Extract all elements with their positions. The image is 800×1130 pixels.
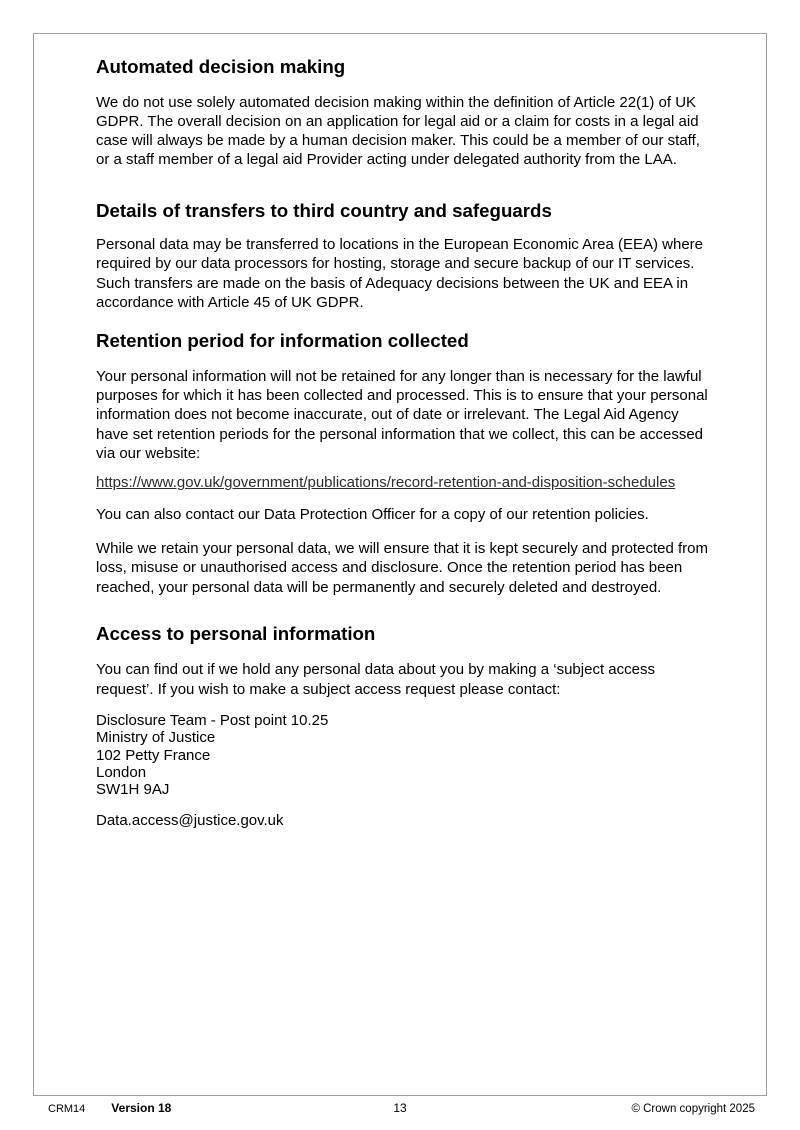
form-code: CRM14 (48, 1103, 86, 1115)
section-access-personal-information (96, 623, 712, 831)
copyright-notice: © Crown copyright 2025 (631, 1103, 755, 1115)
section-heading: Access to personal information (96, 622, 376, 644)
version-label: Version 18 (111, 1101, 172, 1115)
paragraph: While we retain your personal data, we will ensure that it is kept securely and protected from loss, misuse or unauthorised access and disclosure. Once the retention period has been reached, your personal data will be permanently and securely deleted and destroyed. (96, 539, 708, 596)
paragraph: You can also contact our Data Protection Officer for a copy of our retention policies. (96, 505, 649, 523)
section-transfers-third-country (96, 200, 712, 313)
email-text: Data.access@justice.gov.uk (96, 812, 284, 830)
address-line: 102 Petty France (96, 746, 211, 764)
paragraph: You can find out if we hold any personal data about you by making a ‘subject access request’. If you wish to make a subject access request please contact: (96, 661, 655, 698)
paragraph: Personal data may be transferred to locations in the European Economic Area (EEA) where required by our data processors for hosting, storage and secure backup of our IT services. Such transfers are made on the basis of Adequacy decisions between the UK and EEA in accordance with Article 45 of UK GDPR. (96, 236, 703, 312)
address-line: London (96, 763, 147, 781)
section-retention-period (96, 330, 712, 596)
paragraph: We do not use solely automated decision making within the definition of Article 22(1) of UK GDPR. The overall decision on an application for legal aid or a claim for costs in a legal aid case will always be made by a human decision maker. This could be a member of our staff, or a staff member of a legal aid Provider acting under delegated authority from the LAA. (96, 93, 700, 169)
address-line: Ministry of Justice (96, 729, 216, 747)
section-heading: Retention period for information collected (96, 330, 469, 352)
paragraph: Your personal information will not be retained for any longer than is necessary for the lawful purposes for which it has been collected and processed. This is to ensure that your personal information does not become inaccurate, out of date or irrelevant. The Legal Aid Agency have set retention periods for the personal information that we collect, this can be accessed via our website: (96, 367, 708, 463)
page-footer (48, 1101, 755, 1117)
document-content (96, 56, 712, 831)
section-heading: Automated decision making (96, 56, 346, 77)
footer-left (48, 1101, 171, 1117)
retention-schedules-link[interactable]: https://www.gov.uk/government/publications/record-retention-and-disposition-schedules (96, 474, 676, 492)
section-automated-decision-making (96, 56, 712, 170)
section-heading: Details of transfers to third country and safeguards (96, 199, 552, 221)
address-line: Disclosure Team - Post point 10.25 (96, 711, 329, 729)
address-line: SW1H 9AJ (96, 781, 170, 799)
postal-address (96, 712, 712, 798)
page-number: 13 (393, 1101, 407, 1115)
